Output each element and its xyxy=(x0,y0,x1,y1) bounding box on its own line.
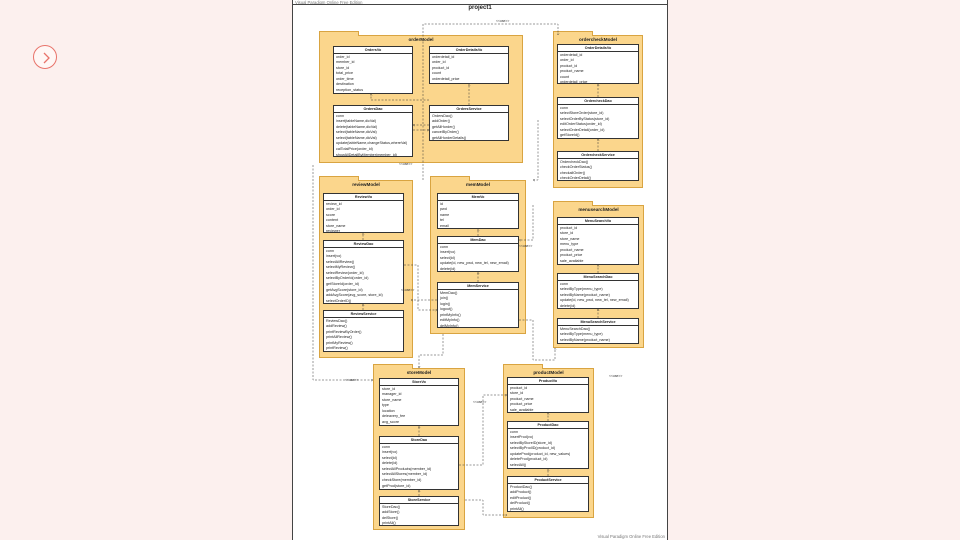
class-member: MenuSearchDao() xyxy=(560,326,591,331)
class-member: selectByType(menu_type) xyxy=(560,287,603,292)
class-member: selectByStoreID(store_id) xyxy=(510,440,553,445)
class-name: ReviewVo xyxy=(324,194,403,201)
use-label: <<use>> xyxy=(399,162,413,166)
class-member: conn xyxy=(326,248,334,253)
class-member: selectReview(order_id) xyxy=(326,270,364,275)
class-member: selectOrderByStatus(store_id) xyxy=(560,116,610,121)
class-member: printAll() xyxy=(510,506,524,511)
class-member: printReviewByOrder() xyxy=(326,329,362,334)
class-member: delStore() xyxy=(382,515,399,520)
wire-service-vo xyxy=(371,94,429,100)
class-member: editMyInfo() xyxy=(440,318,460,323)
watermark-top: Visual Paradigm Online Free Edition xyxy=(295,0,363,5)
class-member: OrdersDao() xyxy=(432,113,453,118)
class-member: printAllReview() xyxy=(326,335,352,340)
class-member: selectByProdID(product_id) xyxy=(510,446,556,451)
class-name: MenuSearchService xyxy=(558,319,638,326)
class-member: orderdetail_price xyxy=(560,80,588,85)
class-member: email xyxy=(440,223,449,228)
class-member: getProd(store_id) xyxy=(382,483,411,488)
class-member: printReview() xyxy=(326,346,348,351)
class-member: getStoreId(order_id) xyxy=(326,282,360,287)
package-name: storeModel xyxy=(406,370,432,375)
class-member: insert(vo) xyxy=(382,450,398,455)
class-member: selectAllProducts(member_id) xyxy=(382,466,432,471)
chevron-right-icon xyxy=(34,46,58,70)
class-name: OrdersService xyxy=(430,106,508,113)
class-member: selectAllStores(member_id) xyxy=(382,472,428,477)
class-member: selectByOrderId(order_id) xyxy=(326,276,369,281)
class-member: sale_available xyxy=(560,259,584,264)
class-member: conn xyxy=(560,281,568,286)
class-member: orderdetail_price xyxy=(432,76,460,81)
class-member: count xyxy=(560,74,570,79)
class-member: tel xyxy=(440,218,444,223)
class-member: showAllDetailByMember(member_id) xyxy=(336,152,397,157)
class-member: store_name xyxy=(326,223,346,228)
class-member: getAllHorderDetails() xyxy=(432,135,467,140)
package-name: menusearchModel xyxy=(578,207,619,212)
class-member: conn xyxy=(440,244,448,249)
class-member: reception_status xyxy=(336,88,364,93)
class-member: select(tableName,dicVal) xyxy=(336,130,377,135)
class-member: getStoreId() xyxy=(560,133,580,138)
class-member: delete(tableName,dicVal) xyxy=(336,124,378,129)
class-member: member_id xyxy=(336,60,355,65)
class-name: MemService xyxy=(438,283,518,290)
class-member: deleteProd(product_id) xyxy=(510,457,548,462)
class-member: order_id xyxy=(560,58,574,63)
class-member: calTotalPrice(order_id) xyxy=(336,147,373,152)
class-member: updateProd(product_id, new_values) xyxy=(510,451,571,456)
class-member: selectByName(product_name) xyxy=(560,292,610,297)
class-member: addAvgScore(avg_score, store_id) xyxy=(326,293,383,298)
class-member: reviewer xyxy=(326,229,340,234)
class-member: delete(id) xyxy=(560,303,576,308)
wire-storedao-productvo xyxy=(459,395,507,465)
class-member: product_id xyxy=(560,225,578,230)
next-slide-button[interactable] xyxy=(33,45,57,69)
class-member: addOrder() xyxy=(432,119,451,124)
class-member: checkallOrder() xyxy=(560,170,586,175)
class-member: update(id, new_pwd, new_tel, new_email) xyxy=(440,261,509,266)
class-member: store_id xyxy=(336,65,350,70)
watermark-bottom: Visual Paradigm Online Free Edition xyxy=(597,534,665,539)
class-member: editProduct() xyxy=(510,495,532,500)
class-member: product_id xyxy=(510,385,528,390)
class-name: ReviewDao xyxy=(324,241,403,248)
class-name: OrdercheckDao xyxy=(558,98,638,105)
class-member: logout() xyxy=(440,307,453,312)
class-member: count xyxy=(432,71,442,76)
use-label: <<use>> xyxy=(473,400,487,404)
class-member: update(tableName,changeStatus,whereVal) xyxy=(336,141,408,146)
use-label: <<use>> xyxy=(345,378,359,382)
class-member: StoreDao() xyxy=(382,504,401,509)
class-member: getAvgScore(store_id) xyxy=(326,287,363,292)
class-member: order_id xyxy=(326,207,340,212)
class-member: selectByName(product_name) xyxy=(560,337,610,342)
class-name: ReviewService xyxy=(324,311,403,318)
class-member: order_id xyxy=(336,54,350,59)
class-member: selectOrderDetail(order_id) xyxy=(560,127,605,132)
class-member: printMyInfo() xyxy=(440,312,461,317)
class-member: conn xyxy=(560,105,568,110)
class-name: MemDao xyxy=(438,237,518,244)
class-member: editOrderStatus(order_id) xyxy=(560,122,602,127)
package-name: reviewModel xyxy=(352,182,380,187)
diagram-sheet xyxy=(292,0,668,540)
class-name: MemVo xyxy=(438,194,518,201)
class-member: printMyReview() xyxy=(326,340,353,345)
class-member: insert(tableName,dicVal) xyxy=(336,119,377,124)
class-member: id xyxy=(440,201,443,206)
class-member: product_name xyxy=(560,247,584,252)
class-member: addReview() xyxy=(326,324,347,329)
class-member: orderdetail_id xyxy=(432,54,455,59)
class-member: MemDao() xyxy=(440,290,458,295)
class-member: selectAll() xyxy=(510,463,527,468)
class-member: update(id, new_pwd, new_tel, new_email) xyxy=(560,298,629,303)
package-name: ordercheckModel xyxy=(578,37,618,42)
class-member: printAll() xyxy=(382,521,396,526)
class-name: StoreVo xyxy=(380,379,458,386)
class-member: pwd xyxy=(440,207,447,212)
class-member: product_name xyxy=(560,69,584,74)
class-member: insertProd(vo) xyxy=(510,435,534,440)
class-member: product_id xyxy=(560,63,578,68)
class-member: OrdercheckDao() xyxy=(560,159,589,164)
class-member: total_price xyxy=(336,71,354,76)
class-member: orderdetail_id xyxy=(560,52,583,57)
class-member: store_id xyxy=(382,386,396,391)
class-member: addStore() xyxy=(382,510,400,515)
class-member: order_time xyxy=(336,76,354,81)
class-member: avg_score xyxy=(382,420,400,425)
class-name: OrdersVo xyxy=(334,47,412,54)
class-member: checkOrderDetail() xyxy=(560,176,591,181)
class-member: delete(id) xyxy=(440,266,456,271)
class-member: getAllHorder() xyxy=(432,124,455,129)
class-member: ProductDao() xyxy=(510,484,532,489)
class-member: login() xyxy=(440,301,451,306)
class-member: review_id xyxy=(326,201,342,206)
class-name: OrdercheckService xyxy=(558,152,638,159)
class-member: manager_id xyxy=(382,392,402,397)
class-name: MenuSearchVo xyxy=(558,218,638,225)
class-member: ReviewDao() xyxy=(326,318,348,323)
class-member: menu_type xyxy=(560,242,579,247)
class-name: ProductDao xyxy=(508,422,588,429)
class-member: selectOrderID() xyxy=(326,298,352,303)
class-member: select(id) xyxy=(440,255,455,260)
use-label: <<use>> xyxy=(496,19,510,23)
class-member: checkStore(member_id) xyxy=(382,478,422,483)
package-name: orderModel xyxy=(408,37,434,42)
class-member: destination xyxy=(336,82,354,87)
use-label: <<use>> xyxy=(401,288,415,292)
class-member: product_price xyxy=(510,402,533,407)
wire-mem-store xyxy=(419,334,443,368)
class-member: order_id xyxy=(432,60,446,65)
class-member: delProduct() xyxy=(510,501,531,506)
class-member: type xyxy=(382,403,389,408)
class-name: OrderDetailsVo xyxy=(430,47,508,54)
dependency-arrows xyxy=(293,0,668,540)
package-name: productModel xyxy=(533,370,564,375)
class-member: conn xyxy=(382,444,390,449)
class-member: selectAllReview() xyxy=(326,259,355,264)
package-name: memModel xyxy=(466,182,490,187)
class-member: content xyxy=(326,218,339,223)
class-member: conn xyxy=(510,429,518,434)
class-name: ProductVo xyxy=(508,378,588,385)
class-member: name xyxy=(440,212,450,217)
class-member: checkOrderStatus() xyxy=(560,165,592,170)
project-title: project1 xyxy=(468,5,492,11)
class-member: delMyInfo() xyxy=(440,324,459,329)
class-member: product_price xyxy=(560,253,583,258)
class-member: product_name xyxy=(510,396,534,401)
class-member: conn xyxy=(336,113,344,118)
class-member: store_id xyxy=(510,391,524,396)
use-label: <<use>> xyxy=(519,244,533,248)
class-member: selectStoreOrder(store_id) xyxy=(560,111,604,116)
class-member: delete(id) xyxy=(382,461,398,466)
class-member: selectMyReview() xyxy=(326,265,356,270)
class-member: join() xyxy=(440,296,449,301)
class-member: store_id xyxy=(560,231,574,236)
class-name: ProductService xyxy=(508,477,588,484)
class-member: insert(vo) xyxy=(440,250,456,255)
use-label: <<use>> xyxy=(609,374,623,378)
class-member: location xyxy=(382,408,395,413)
class-name: OrdersDao xyxy=(334,106,412,113)
class-name: StoreDao xyxy=(380,437,458,444)
class-member: select(id) xyxy=(382,455,397,460)
class-member: cancelByOrder() xyxy=(432,130,459,135)
class-member: store_name xyxy=(560,236,580,241)
class-name: StoreService xyxy=(380,497,458,504)
class-member: store_name xyxy=(382,397,402,402)
class-member: sale_available xyxy=(510,407,534,412)
class-member: selectByType(menu_type) xyxy=(560,332,603,337)
class-member: deleavery_fee xyxy=(382,414,406,419)
class-member: product_id xyxy=(432,65,450,70)
class-member: addProduct() xyxy=(510,490,532,495)
class-member: score xyxy=(326,212,336,217)
class-name: OrderDetailsVo xyxy=(558,45,638,52)
class-member: insert(vo) xyxy=(326,254,342,259)
class-member: select(tableName,dicVal) xyxy=(336,135,377,140)
class-name: MenuSearchDao xyxy=(558,274,638,281)
